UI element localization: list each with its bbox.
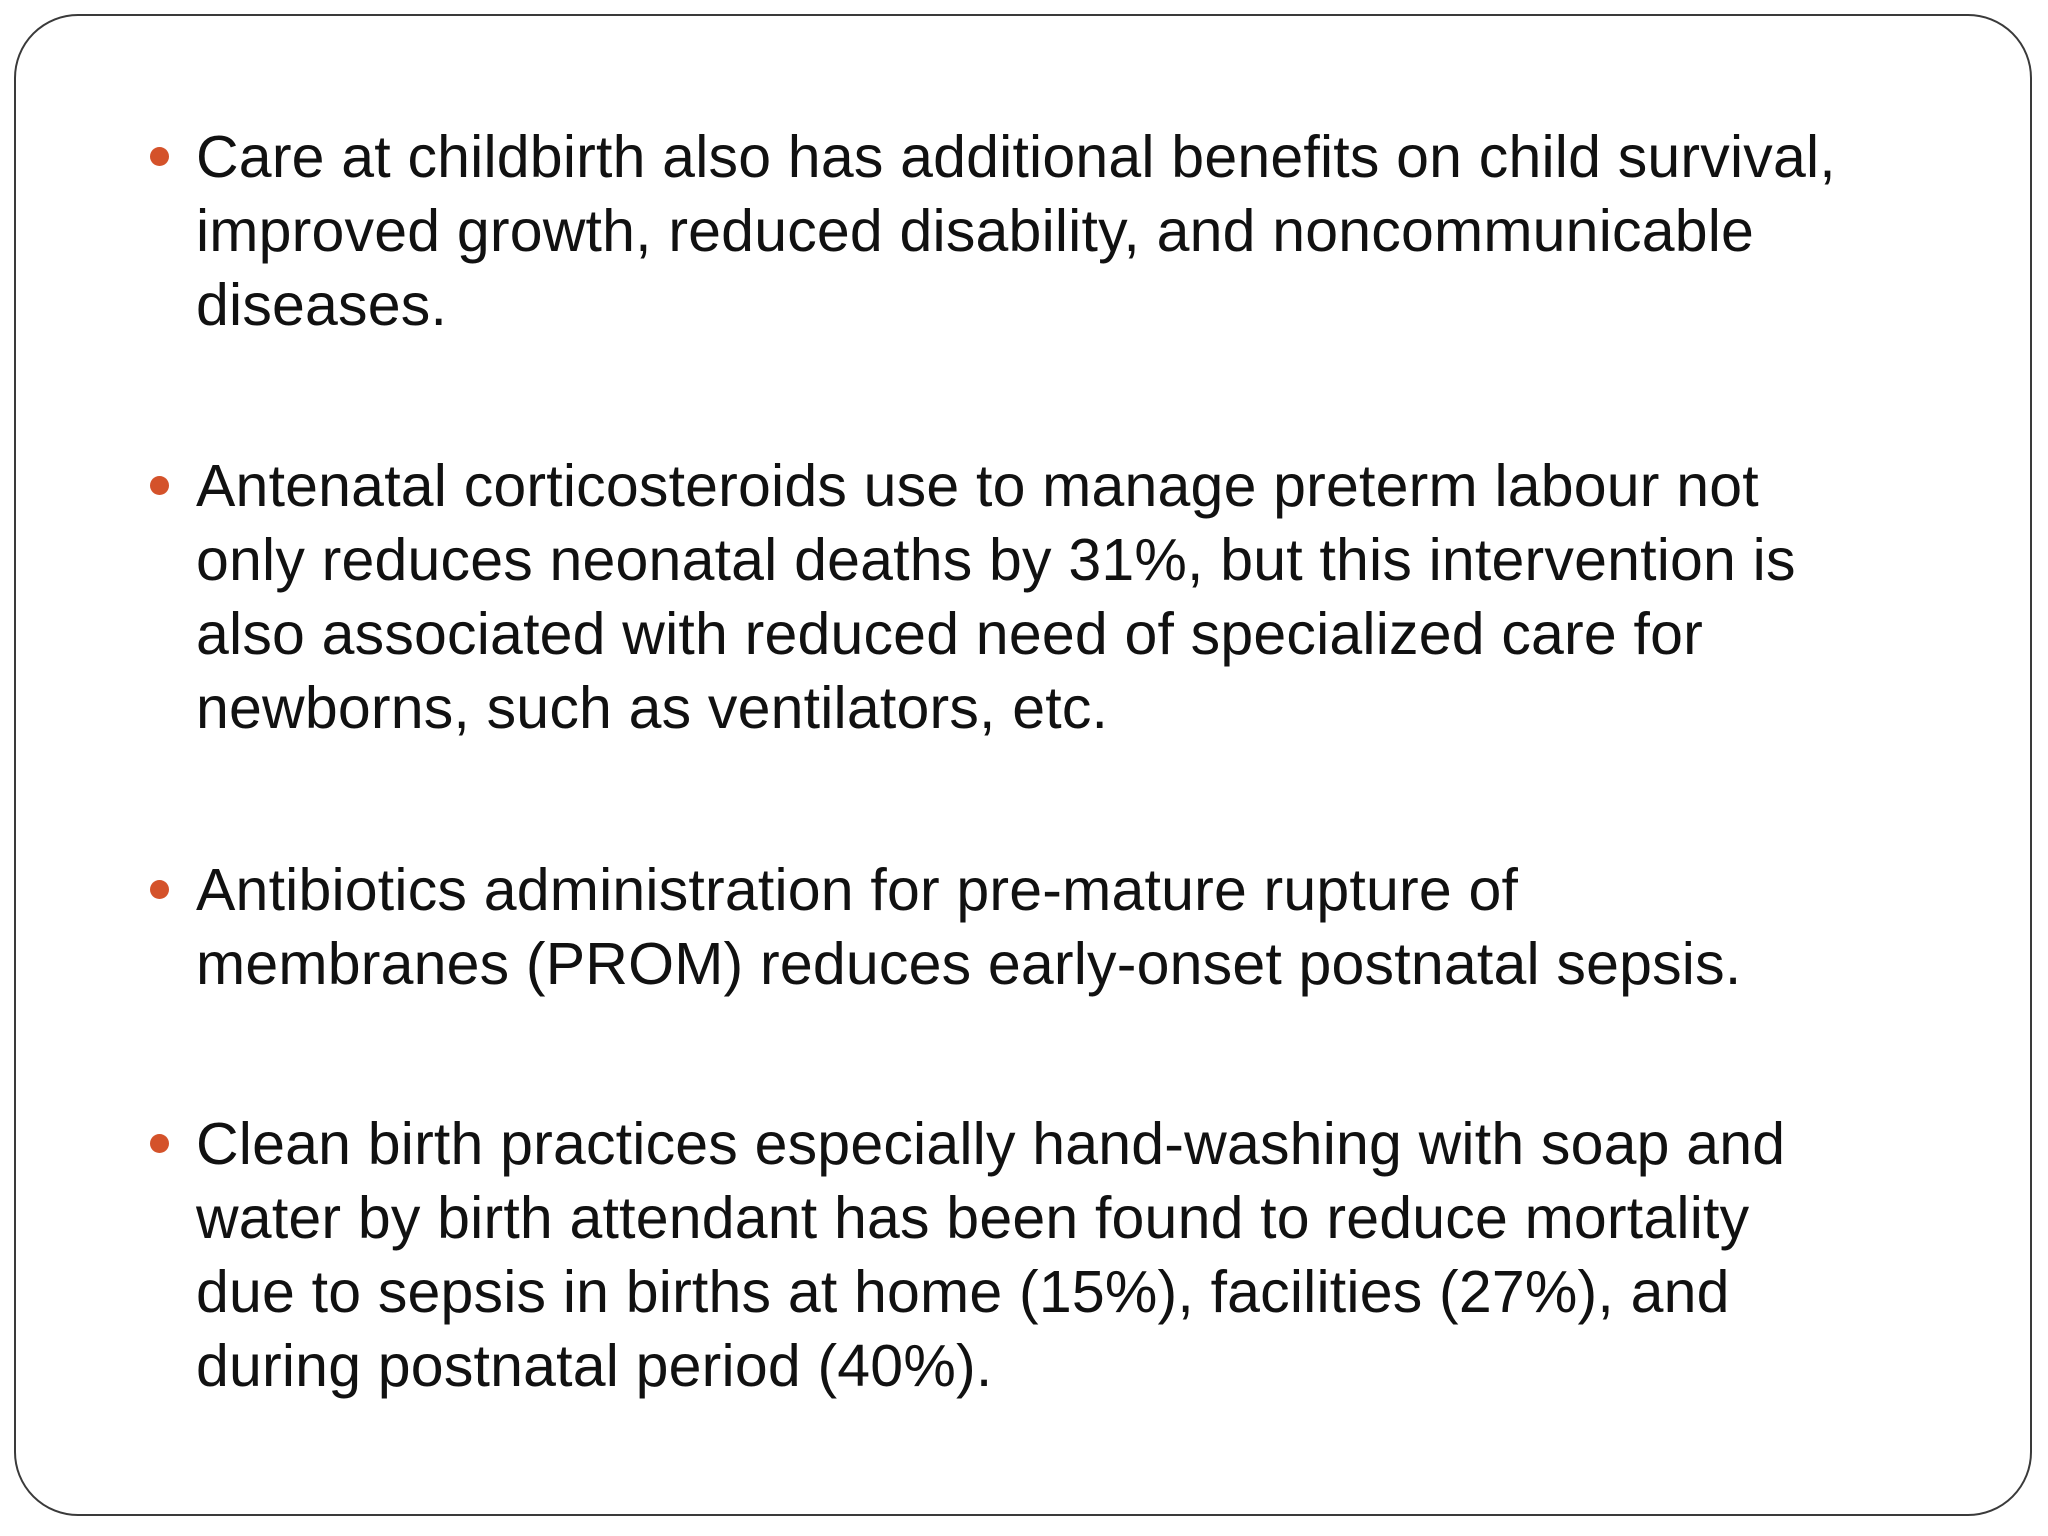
bullet-item-corticosteroids — [196, 449, 1996, 745]
bullet-text-line: membranes (PROM) reduces early-onset postnatal sepsis. — [196, 931, 1742, 997]
bullet-text-line: water by birth attendant has been found to reduce mortality — [196, 1185, 1750, 1251]
bullet-dot-icon — [150, 1134, 169, 1153]
bullet-text-line: Antibiotics administration for pre-mature rupture of — [196, 857, 1519, 923]
bullet-text-line: Care at childbirth also has additional benefits on child survival, — [196, 124, 1836, 190]
bullet-text-line: Clean birth practices especially hand-washing with soap and — [196, 1111, 1786, 1177]
bullet-item-antibiotics — [196, 853, 1996, 1001]
bullet-text-line: improved growth, reduced disability, and noncommunicable — [196, 198, 1755, 264]
bullet-dot-icon — [150, 147, 169, 166]
bullet-text-line: only reduces neonatal deaths by 31%, but this intervention is — [196, 527, 1796, 593]
bullet-text-line: newborns, such as ventilators, etc. — [196, 675, 1109, 741]
bullet-text-line: due to sepsis in births at home (15%), facilities (27%), and — [196, 1259, 1730, 1325]
bullet-text-line: diseases. — [196, 272, 448, 338]
bullet-dot-icon — [150, 880, 169, 899]
bullet-list — [16, 16, 2030, 1514]
bullet-item-child-survival — [196, 120, 1996, 342]
slide-frame — [14, 14, 2032, 1516]
bullet-text-line: during postnatal period (40%). — [196, 1333, 993, 1399]
bullet-text-line: also associated with reduced need of specialized care for — [196, 601, 1703, 667]
bullet-item-clean-birth — [196, 1107, 1996, 1403]
bullet-text-line: Antenatal corticosteroids use to manage preterm labour not — [196, 453, 1759, 519]
bullet-dot-icon — [150, 476, 169, 495]
